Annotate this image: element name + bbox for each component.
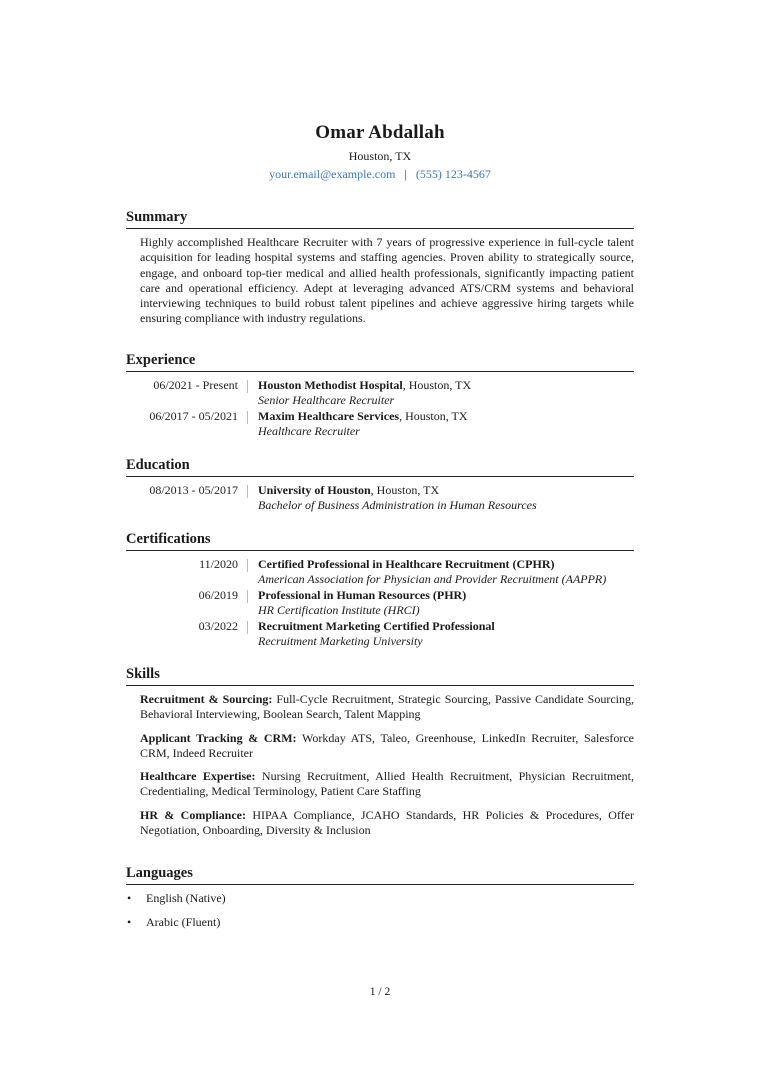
certification-entry	[126, 619, 634, 649]
cert-issuer: Recruitment Marketing University	[258, 634, 423, 648]
entry-place: , Houston, TX	[370, 483, 440, 497]
certifications-section	[126, 530, 634, 649]
email-link[interactable]: your.email@example.com	[269, 167, 396, 181]
skill-group	[140, 692, 634, 723]
section-title: Education	[126, 456, 634, 477]
language-item	[126, 915, 634, 930]
section-title: Certifications	[126, 530, 634, 551]
cert-name: Certified Professional in Healthcare Recruitment (CPHR)	[258, 557, 555, 571]
languages-section	[126, 864, 634, 930]
page-number: 1 / 2	[369, 986, 391, 998]
candidate-name: Omar Abdallah	[315, 122, 445, 143]
skill-group	[140, 808, 634, 839]
skill-label: HR & Compliance:	[140, 807, 246, 822]
entry-date: 08/2013 - 05/2017	[149, 483, 238, 497]
skills-section	[126, 665, 634, 838]
phone-link[interactable]: (555) 123-4567	[415, 167, 491, 181]
section-title: Summary	[126, 208, 634, 229]
skill-group	[140, 731, 634, 762]
language-label: English (Native)	[146, 891, 226, 905]
entry-date: 06/2019	[198, 588, 238, 602]
entry-org: Maxim Healthcare Services	[258, 409, 400, 423]
entry-date: 03/2022	[198, 619, 238, 633]
section-title: Languages	[126, 864, 634, 885]
resume-header	[126, 121, 634, 181]
entry-date: 11/2020	[199, 557, 238, 571]
skill-value: Full-Cycle Recruitment, Strategic Sourcing, Passive Candidate Sourcing, Behavioral Interviewing, Boolean Search, Talent Mapping	[140, 692, 634, 722]
certification-entry	[126, 588, 634, 618]
candidate-location: Houston, TX	[348, 149, 412, 163]
certification-entry	[126, 557, 634, 587]
language-label: Arabic (Fluent)	[146, 915, 221, 929]
entry-org: Houston Methodist Hospital	[258, 378, 403, 392]
language-item	[126, 891, 634, 906]
entry-degree: Bachelor of Business Administration in Human Resources	[258, 498, 537, 512]
bullet-icon: •	[127, 915, 132, 929]
cert-issuer: American Association for Physician and Provider Recruitment (AAPPR)	[258, 572, 607, 586]
entry-role: Healthcare Recruiter	[258, 424, 360, 438]
section-title: Experience	[126, 351, 634, 372]
entry-org: University of Houston	[258, 483, 371, 497]
entry-date: 06/2021 - Present	[153, 378, 238, 392]
summary-text: Highly accomplished Healthcare Recruiter with 7 years of progressive experience in full-cycle talent acquisition for leading hospital systems and staffing agencies. Proven ability to strategically source, engage, and onboard top-tier medical and allied health professionals, significantly impacting patient care and operational efficiency. Adept at leveraging advanced ATS/CRM systems and behavioral interviewing techniques to build robust talent pipelines and achieve aggressive hiring targets while ensuring compliance with industry regulations.	[140, 235, 634, 326]
cert-name: Professional in Human Resources (PHR)	[258, 588, 467, 602]
education-entry	[126, 483, 634, 513]
skill-group	[140, 769, 634, 800]
entry-place: , Houston, TX	[399, 409, 468, 423]
skill-label: Applicant Tracking & CRM:	[140, 730, 297, 745]
experience-entry	[126, 378, 634, 408]
bullet-icon: •	[127, 891, 132, 905]
skill-value: HIPAA Compliance, JCAHO Standards, HR Policies & Procedures, Offer Negotiation, Onboarding, Diversity & Inclusion	[140, 807, 635, 838]
cert-name: Recruitment Marketing Certified Professional	[258, 619, 495, 633]
education-section	[126, 456, 634, 513]
skill-label: Healthcare Expertise:	[140, 769, 256, 784]
experience-section	[126, 351, 634, 439]
cert-issuer: HR Certification Institute (HRCI)	[258, 603, 420, 617]
skill-value: Nursing Recruitment, Allied Health Recruitment, Physician Recruitment, Credentialing, Medical Terminology, Patient Care Staffing	[140, 769, 635, 799]
experience-entry	[126, 409, 634, 439]
contact-line	[126, 167, 634, 181]
entry-place: , Houston, TX	[402, 378, 472, 392]
entry-date: 06/2017 - 05/2021	[149, 409, 238, 423]
skill-value: Workday ATS, Taleo, Greenhouse, LinkedIn Recruiter, Salesforce CRM, Indeed Recruiter	[140, 730, 635, 760]
section-title: Skills	[126, 665, 634, 686]
contact-separator: |	[404, 167, 407, 181]
entry-role: Senior Healthcare Recruiter	[258, 393, 395, 407]
skill-label: Recruitment & Sourcing:	[140, 692, 273, 706]
summary-section	[126, 208, 634, 327]
